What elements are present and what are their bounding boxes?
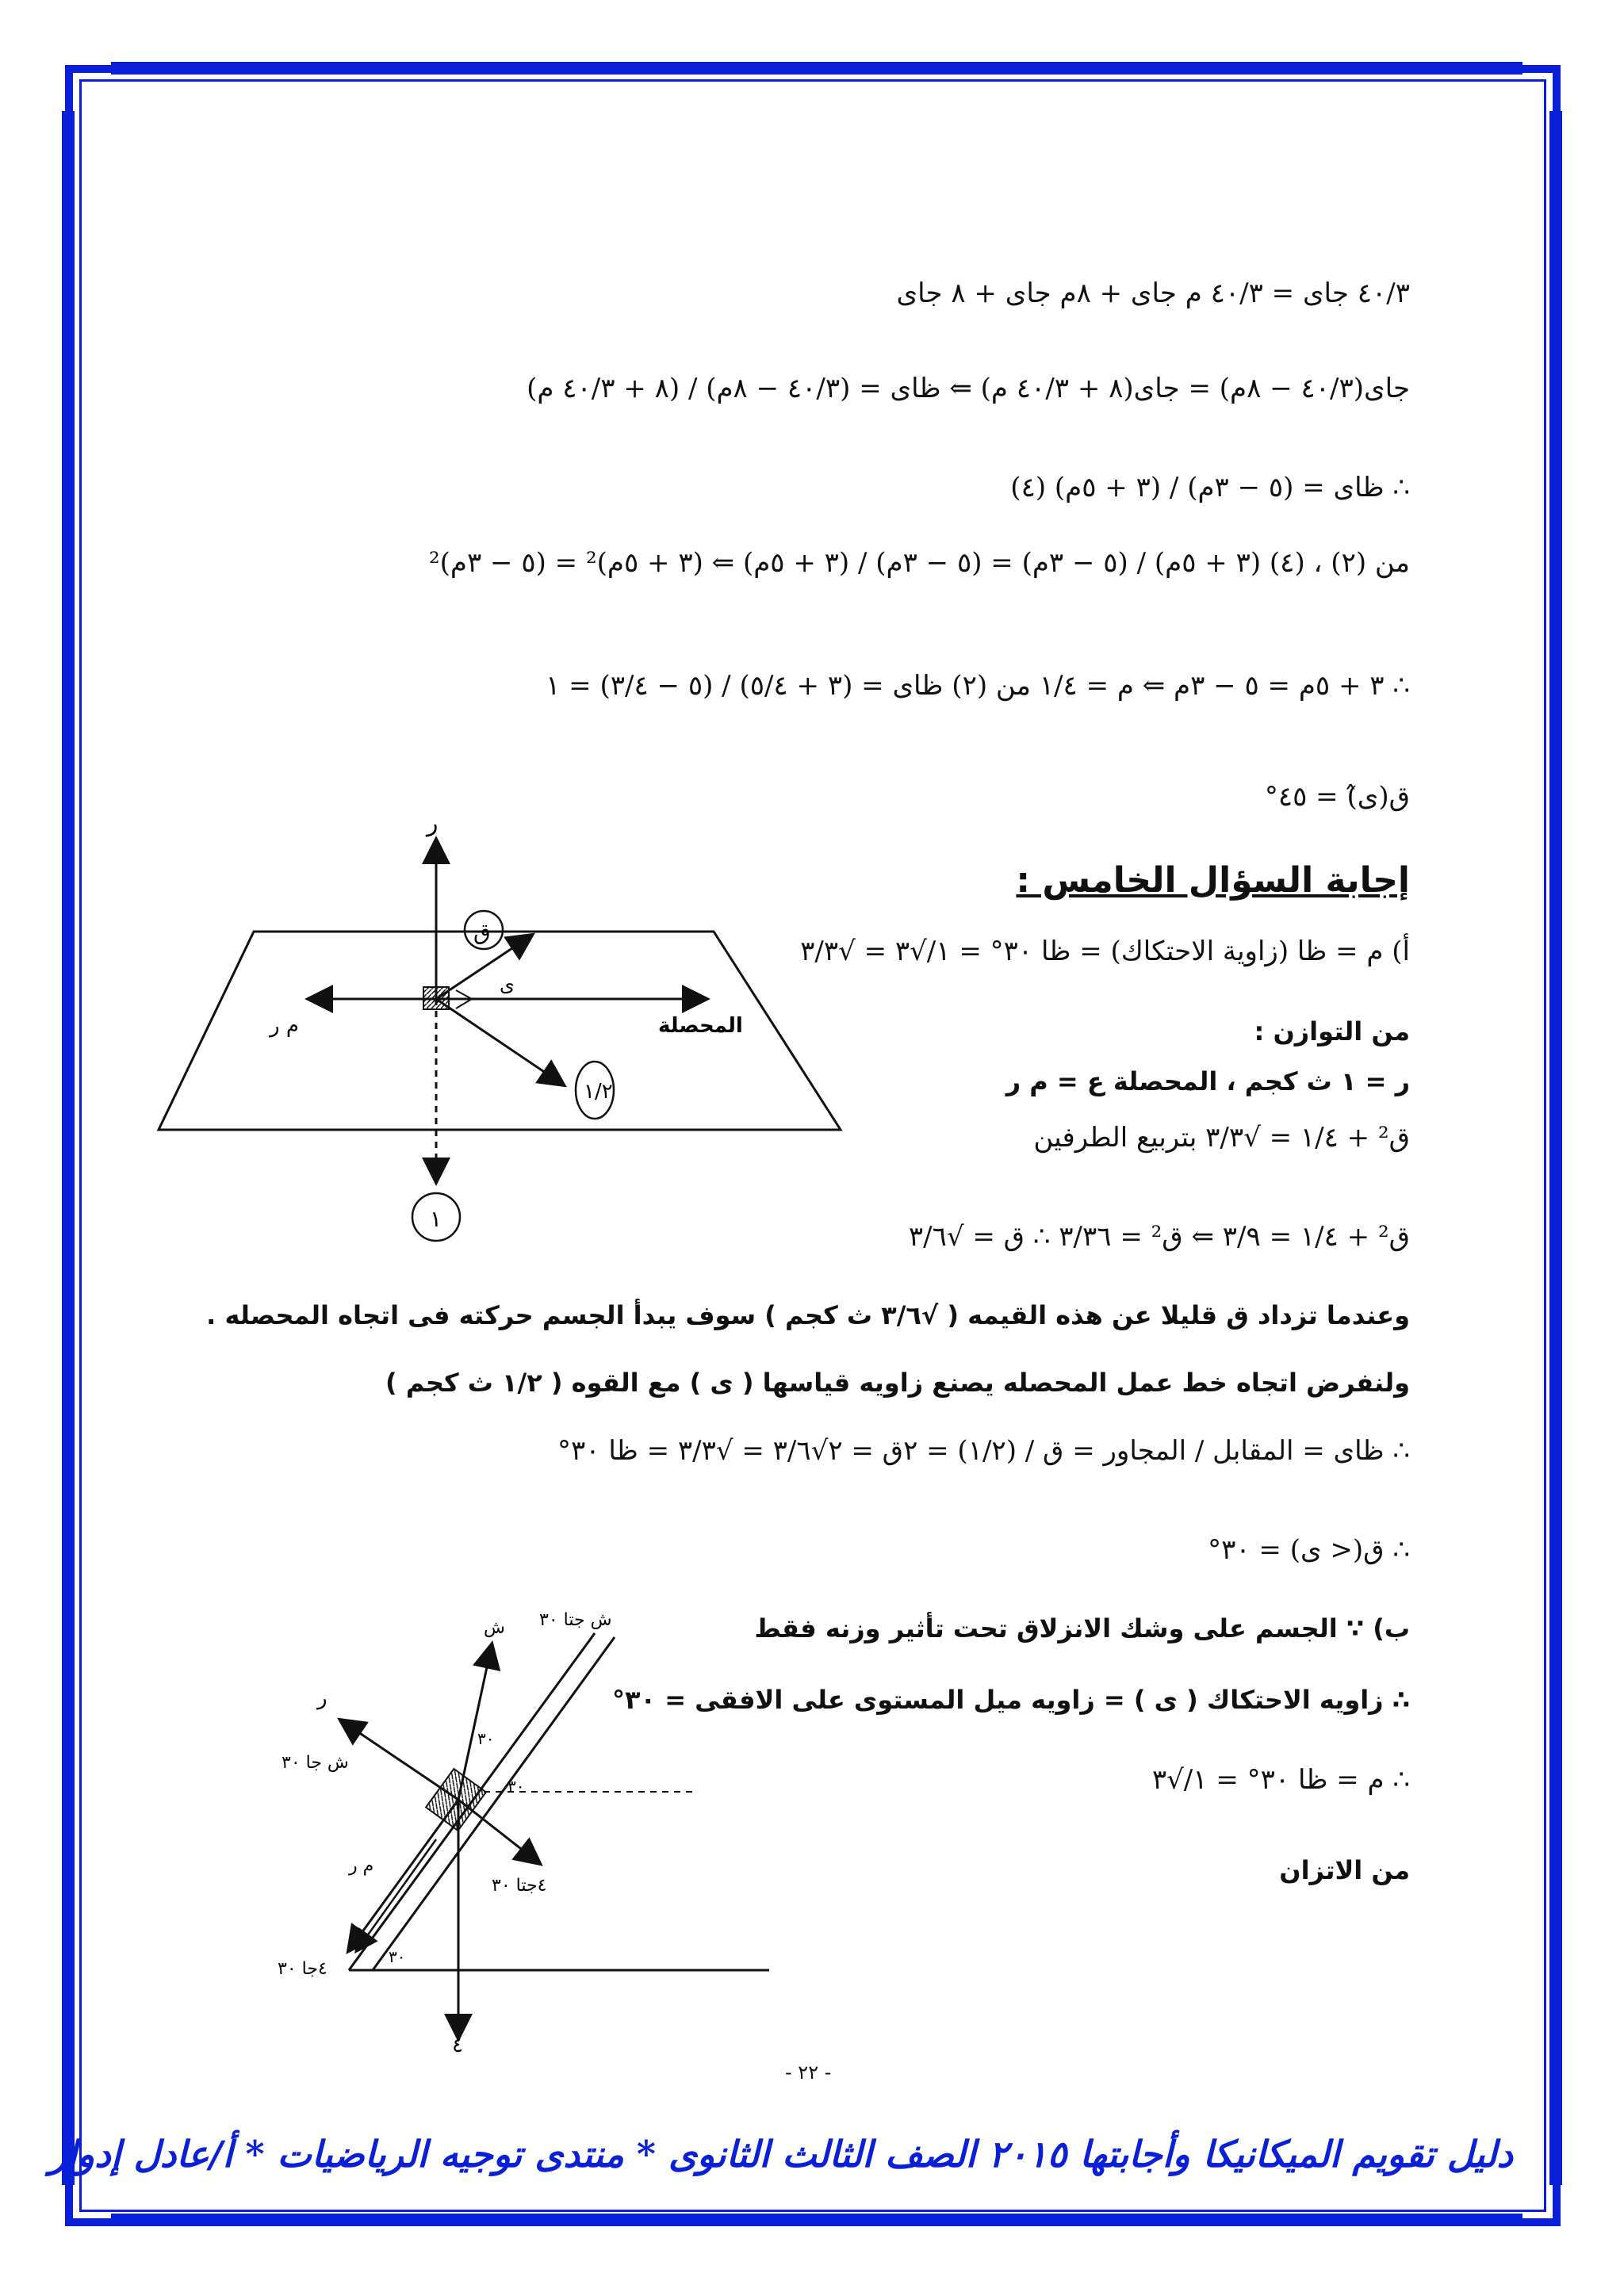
equation-line-1: ٤٠/٣ جاى = ٤٠/٣ م جاى + ٨م جاى + ٨ جاى bbox=[896, 277, 1410, 309]
label-4sin: ٤جا ٣٠ bbox=[278, 1959, 327, 1979]
label-30-b: ٣٠ bbox=[508, 1777, 525, 1796]
label-30-a: ٣٠ bbox=[477, 1729, 495, 1748]
equilibrium-line-2: ق² + ١/٤ = √٣/٣ بتربيع الطرفين bbox=[1033, 1122, 1410, 1154]
force-q-arrow bbox=[436, 936, 531, 999]
equilibrium-line-1: ر = ١ ث كجم ، المحصلة ع = م ر bbox=[1005, 1066, 1410, 1096]
explanation-line-2: ولنفرض اتجاه خط عمل المحصله يصنع زاويه قياسها ( ى ) مع القوه ( ١/٢ ث كجم ) bbox=[385, 1368, 1410, 1398]
label-sh-sin: ش جا ٣٠ bbox=[282, 1753, 349, 1773]
label-q: ق bbox=[473, 919, 491, 945]
frame-bar-top bbox=[111, 62, 1522, 75]
label-r-incline: ر bbox=[317, 1686, 327, 1710]
equilibrium-line-3: ق² + ١/٤ = ٣/٩ ⇐ ق² = ٣/٣٦ ∴ ق = √٣/٦ bbox=[908, 1221, 1410, 1253]
force-diagram-plane bbox=[151, 809, 864, 1253]
label-one: ١ bbox=[430, 1206, 442, 1232]
footer-credit: دليل تقويم الميكانيكا وأجابتها ٢٠١٥ الصف الثالث الثانوى * منتدى توجيه الرياضيات * أ/عادل إدوار bbox=[49, 2133, 1513, 2175]
label-4: ٤ bbox=[452, 2034, 463, 2053]
force-diagram-incline bbox=[254, 1601, 809, 2053]
label-friction: م ر bbox=[270, 1014, 299, 1038]
label-4cos: ٤جتا ٣٠ bbox=[492, 1876, 547, 1896]
label-mr: م ر bbox=[349, 1856, 374, 1876]
label-30-c: ٣٠ bbox=[389, 1947, 406, 1966]
part-b-line-3: ∴ م = ظا ٣٠° = ١/√٣ bbox=[1151, 1764, 1410, 1796]
incline-line-2 bbox=[373, 1637, 615, 1970]
frame-bar-bottom bbox=[111, 2214, 1522, 2226]
incline-block bbox=[426, 1769, 486, 1831]
label-angle: ى bbox=[500, 974, 515, 996]
force-sh-arrow bbox=[458, 1645, 495, 1800]
frame-bar-right bbox=[1549, 111, 1562, 2185]
force-half-arrow bbox=[436, 999, 563, 1085]
frame-bar-left bbox=[62, 111, 75, 2185]
part-b-line-1: ب) ∵ الجسم على وشك الانزلاق تحت تأثير وزنه فقط bbox=[754, 1613, 1410, 1644]
equation-line-3: ∴ ظاى = (٥ − ٣م) / (٣ + ٥م) (٤) bbox=[1010, 472, 1410, 503]
equation-line-6: ق(ى̂) = ٤٥° bbox=[1264, 781, 1410, 813]
page-number: - ٢٢ - bbox=[785, 2061, 832, 2084]
label-r: ر bbox=[427, 809, 439, 837]
angle-result: ∴ ق(< ى) = ٣٠° bbox=[1208, 1534, 1410, 1566]
section-heading: إجابة السؤال الخامس : bbox=[1016, 860, 1410, 901]
equilibrium-label: من التوازن : bbox=[1254, 1016, 1410, 1047]
part-b-line-2: ∴ زاويه الاحتكاك ( ى ) = زاويه ميل المستوى على الافقى = ٣٠° bbox=[612, 1685, 1410, 1715]
part-b-line-4: من الاتزان bbox=[1279, 1855, 1410, 1885]
equation-line-5: ∴ ٣ + ٥م = ٥ − ٣م ⇐ م = ١/٤ من (٢) ظاى = (٣ + ٥/٤) / (٥ − ٣/٤) = ١ bbox=[546, 670, 1410, 702]
explanation-line-1: وعندما تزداد ق قليلا عن هذه القيمه ( √٣/٦ ث كجم ) سوف يبدأ الجسم حركته فى اتجاه المحصله . bbox=[206, 1300, 1410, 1330]
equation-line-2: جاى(٤٠/٣ − ٨م) = جاى(٨ + ٤٠/٣ م) ⇐ ظاى = (٤٠/٣ − ٨م) / (٨ + ٤٠/٣ م) bbox=[527, 373, 1410, 404]
tan-line: ∴ ظاى = المقابل / المجاور = ق / (١/٢) = ٢ق = ٢√٣/٦ = √٣/٣ = ظا ٣٠° bbox=[557, 1435, 1410, 1467]
body-block bbox=[423, 987, 449, 1009]
label-sh-cos: ش جتا ٣٠ bbox=[539, 1610, 612, 1630]
label-sh: ش bbox=[484, 1618, 505, 1638]
part-a-line: أ) م = ظا (زاوية الاحتكاك) = ظا ٣٠° = ١/√٣ = √٣/٣ bbox=[800, 936, 1410, 967]
weight-normal-arrow bbox=[458, 1800, 539, 1863]
reaction-arrow-incline bbox=[341, 1720, 458, 1800]
label-half: ١/٢ bbox=[584, 1080, 613, 1104]
equation-line-4: من (٢) ، (٤) (٣ + ٥م) / (٥ − ٣م) = (٥ − ٣م) / (٣ + ٥م) ⇐ (٣ + ٥م)² = (٥ − ٣م)² bbox=[428, 547, 1410, 579]
label-resultant: المحصلة bbox=[658, 1014, 743, 1038]
